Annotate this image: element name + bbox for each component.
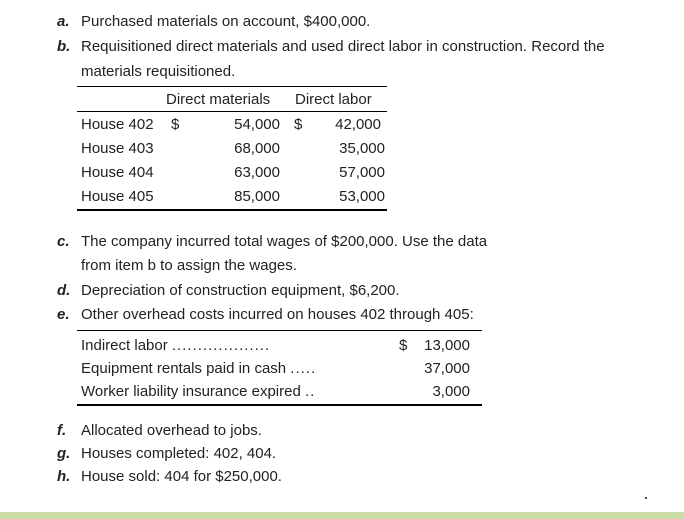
item-e-text: Other overhead costs incurred on houses 402 through 405: [81, 306, 474, 323]
item-d-letter: d. [57, 282, 71, 299]
row-label: House 402 [81, 116, 154, 133]
item-d-text: Depreciation of construction equipment, $6,200. [81, 282, 400, 299]
materials-value: 54,000 [234, 116, 280, 133]
item-a-text: Purchased materials on account, $400,000. [81, 13, 371, 30]
row-label: Equipment rentals paid in cash ..... [81, 360, 317, 377]
item-b-line1: Requisitioned direct materials and used direct labor in construction. Record the [81, 38, 605, 55]
table-b-top-rule [77, 86, 387, 87]
row-label: House 403 [81, 140, 154, 157]
table-b-bottom-rule [77, 209, 387, 211]
labor-value: 57,000 [339, 164, 385, 181]
item-g-letter: g. [57, 445, 71, 462]
item-f-text: Allocated overhead to jobs. [81, 422, 262, 439]
table-b-header-materials: Direct materials [166, 91, 271, 108]
item-h-letter: h. [57, 468, 71, 485]
row-label: House 404 [81, 164, 154, 181]
materials-value: 63,000 [234, 164, 280, 181]
item-c-line2: from item b to assign the wages. [81, 257, 297, 274]
item-h-text: House sold: 404 for $250,000. [81, 468, 282, 485]
labor-value: 42,000 [335, 116, 381, 133]
dollar-sign: $ [399, 337, 408, 354]
item-b-letter: b. [57, 38, 71, 55]
labor-value: 35,000 [339, 140, 385, 157]
item-e-letter: e. [57, 306, 70, 323]
row-label: House 405 [81, 188, 154, 205]
item-b-line2: materials requisitioned. [81, 63, 236, 80]
table-e-top-rule [77, 330, 482, 331]
table-b-header-rule [77, 111, 387, 112]
item-g-text: Houses completed: 402, 404. [81, 445, 277, 462]
item-c-line1: The company incurred total wages of $200,000. Use the data [81, 233, 488, 250]
table-e-bottom-rule [77, 404, 482, 406]
materials-dollar-sign: $ [171, 116, 180, 133]
table-b-header-labor: Direct labor [295, 91, 372, 108]
labor-value: 53,000 [339, 188, 385, 205]
labor-dollar-sign: $ [294, 116, 303, 133]
row-value: 13,000 [424, 337, 470, 354]
row-value: 37,000 [424, 360, 470, 377]
item-c-letter: c. [57, 233, 70, 250]
row-label: Indirect labor ................... [81, 337, 271, 354]
item-f-letter: f. [57, 422, 67, 439]
item-a-letter: a. [57, 13, 70, 30]
materials-value: 85,000 [234, 188, 280, 205]
bottom-color-band [0, 512, 684, 519]
materials-value: 68,000 [234, 140, 280, 157]
row-label: Worker liability insurance expired .. [81, 383, 316, 400]
row-value: 3,000 [432, 383, 470, 400]
stray-dot [645, 497, 647, 499]
